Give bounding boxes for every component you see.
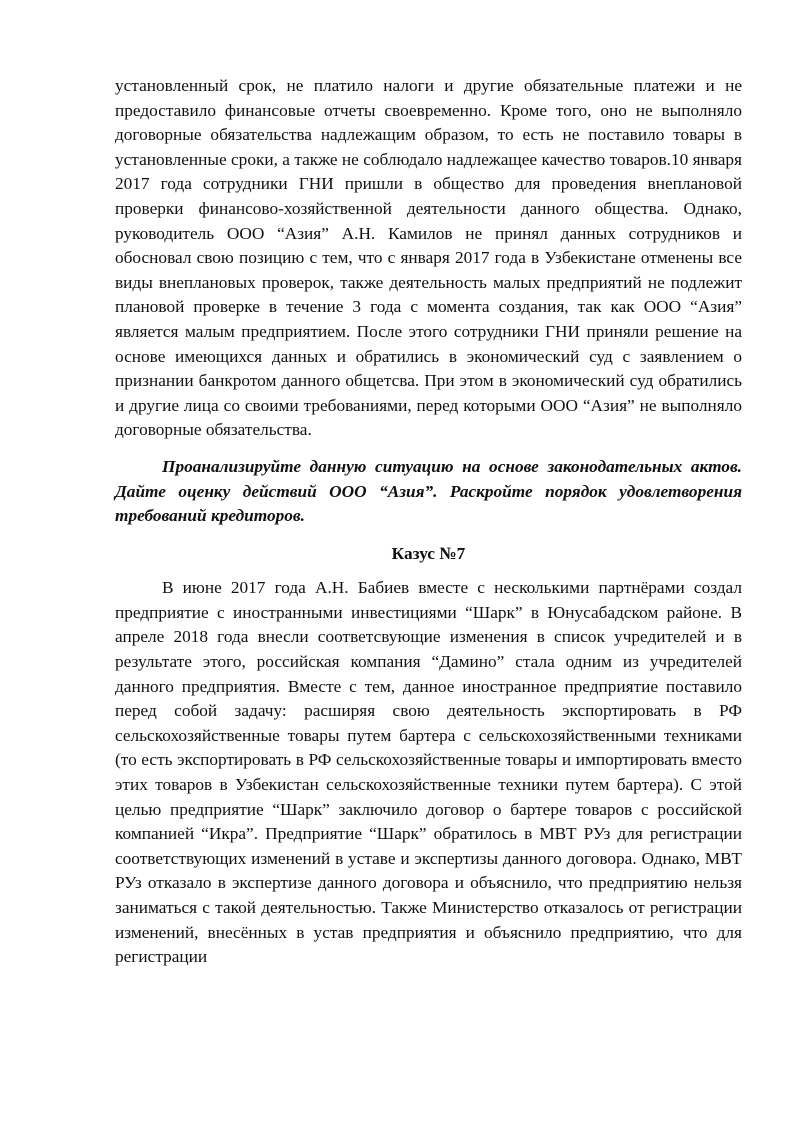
case-paragraph: В июне 2017 года А.Н. Бабиев вместе с несколькими партнёрами создал предприятие с иностранными инвестициями “Шарк” в Юнусабадском районе. В апреле 2018 года внесли соответсвующие изменения в список учредителей и в результате этого, российская компания “Дамино” стала одним из учредителей данного предприятия. Вместе с тем, данное иностранное предприятие поставило перед собой задачу: расширяя свою деятельность экспортировать в РФ сельскохозяйственные товары путем бартера с сельскохозяйственными техниками (то есть экспортировать в РФ сельскохозяйственные товары и импортировать вместо этих товаров в Узбекистан сельскохозяйственные техники путем бартера). С этой целью предприятие “Шарк” заключило договор о бартере товаров с российской компанией “Икра”. Предприятие “Шарк” обратилось в МВТ РУз для регистрации соответствующих изменений в уставе и экспертизы данного договора. Однако, МВТ РУз отказало в экспертизе данного договора и объяснило, что предприятию нельзя заниматься с такой деятельностью. Также Министерство отказалось от регистрации изменений, внесённых в устав предприятия и объяснило предприятию, что для регистрации [115,578,742,967]
task-instruction: Проанализируйте данную ситуацию на основе законодательных актов. Дайте оценку действий ООО “Азия”. Раскройте порядок удовлетворения требований кредиторов. [115,456,742,526]
paragraph-continued: установленный срок, не платило налоги и другие обязательные платежи и не предоставило финансовые отчеты своевременно. Кроме того, оно не выполняло договорные обязательства надлежащим образом, то есть не поставило товары в установленные сроки, а также не соблюдало надлежащее качество товаров.10 января 2017 года сотрудники ГНИ пришли в общество для проведения внеплановой проверки финансово-хозяйственной деятельности данного общества. Однако, руководитель ООО “Азия” А.Н. Камилов не принял данных сотрудников и обосновал свою позицию с тем, что с января 2017 года в Узбекистане отменены все виды внеплановых проверок, также деятельность малых предприятий не подлежит плановой проверке в течение 3 года с момента создания, так как ООО “Азия” является малым предприятием. После этого сотрудники ГНИ приняли решение на основе имеющихся данных и обратились в экономический суд с заявлением о признании банкротом данного общетсва. При этом в экономический суд обратились и другие лица со своими требованиями, перед которыми ООО “Азия” не выполняло договорные обязательства. [115,76,742,440]
document-body [115,74,742,970]
case-title: Казус №7 [391,543,466,563]
